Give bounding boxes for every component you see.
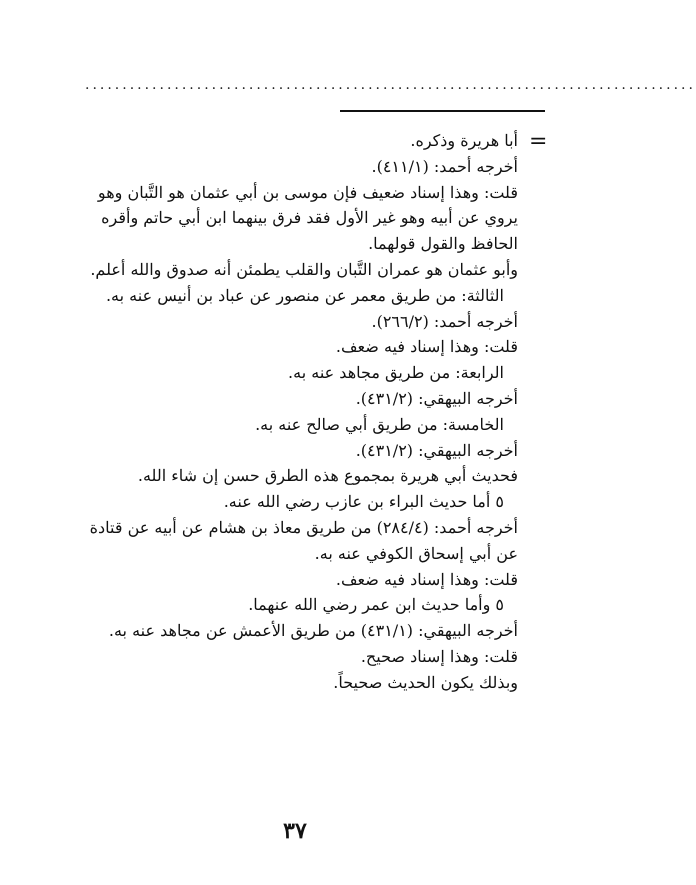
text-line: ٥ وأما حديث ابن عمر رضي الله عنهما.	[248, 595, 504, 615]
text-line: قلت: وهذا إسناد فيه ضعف.	[335, 337, 518, 357]
text-line: أخرجه البيهقي: (٤٣١/٢).	[355, 388, 518, 408]
text-line: وأبو عثمان هو عمران التَّبان والقلب يطمئن أنه صدوق والله أعلم.	[90, 259, 518, 279]
text-line: وبذلك يكون الحديث صحيحاً.	[333, 672, 518, 692]
text-line: أخرجه أحمد: (٢٦٦/٢).	[371, 311, 518, 331]
text-line: الثالثة: من طريق معمر عن منصور عن عباد بن أنيس عنه به.	[105, 285, 504, 305]
text-line: ٥ أما حديث البراء بن عازب رضي الله عنه.	[223, 492, 504, 512]
text-line: أخرجه أحمد: (٢٨٤/٤) من طريق معاذ بن هشام عن أبيه عن قتادة	[89, 517, 518, 537]
page-number: ٣٧	[283, 818, 307, 844]
text-line: عن أبي إسحاق الكوفي عنه به.	[314, 543, 518, 563]
continuation-marker: =	[529, 129, 548, 154]
text-line: أبا هريرة وذكره.	[410, 131, 518, 150]
text-line: أخرجه البيهقي: (٤٣١/٢).	[355, 440, 518, 460]
text-line: قلت: وهذا إسناد فيه ضعف.	[335, 569, 518, 589]
footnote-rule	[340, 110, 545, 112]
text-line: قلت: وهذا إسناد ضعيف فإن موسى بن أبي عثمان هو التَّبان وهو	[97, 182, 518, 202]
text-line: الخامسة: من طريق أبي صالح عنه به.	[255, 414, 504, 434]
text-line: قلت: وهذا إسناد صحيح.	[360, 646, 518, 666]
page-body	[70, 128, 518, 696]
text-line: أخرجه البيهقي: (٤٣١/١) من طريق الأعمش عن مجاهد عنه به.	[108, 621, 518, 641]
text-line: يروي عن أبيه وهو غير الأول فقد فرق بينهما ابن أبي حاتم وأقره	[101, 208, 518, 228]
text-line: الحافظ والقول قولهما.	[368, 234, 518, 254]
text-line: فحديث أبي هريرة بمجموع هذه الطرق حسن إن شاء الله.	[137, 466, 518, 486]
dotted-separator: ..................................................................................	[85, 77, 696, 93]
text-line: الرابعة: من طريق مجاهد عنه به.	[288, 363, 504, 383]
text-line: أخرجه أحمد: (٤١١/١).	[371, 156, 518, 176]
